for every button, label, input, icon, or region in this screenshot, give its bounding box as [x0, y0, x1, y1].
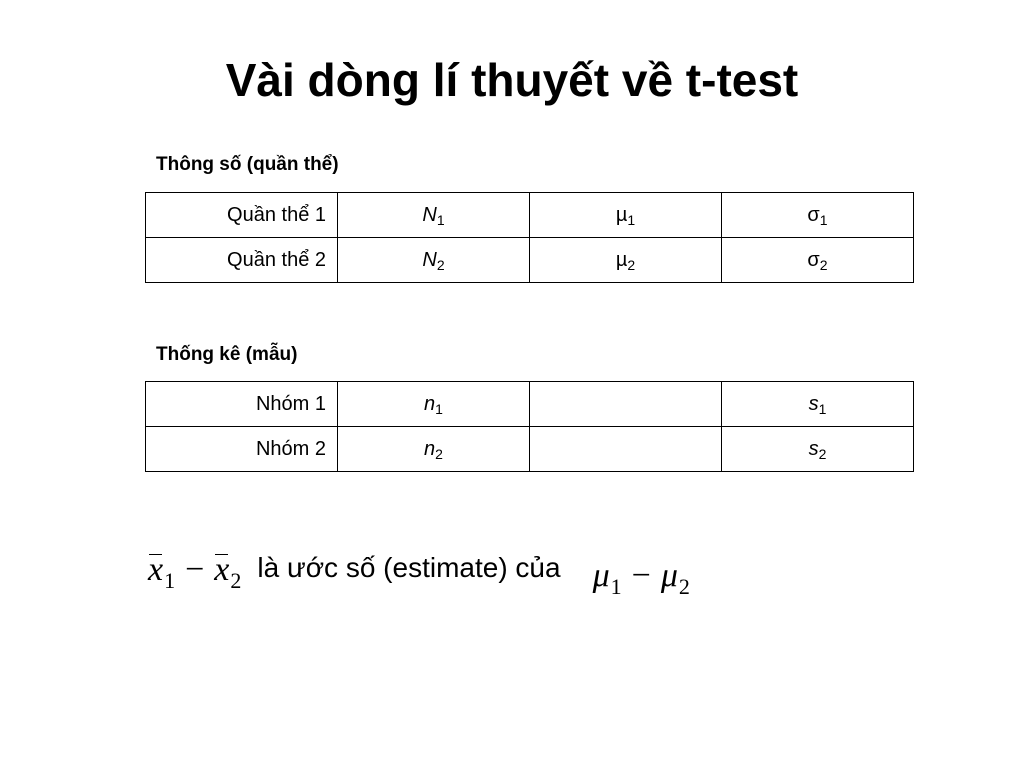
- x2-subscript: 2: [230, 568, 242, 593]
- empty-cell: [530, 382, 722, 427]
- sd-cell: [722, 193, 914, 238]
- mu2-subscript: 2: [678, 574, 690, 599]
- size-cell: [338, 382, 530, 427]
- sd-subscript: 2: [818, 445, 827, 462]
- mu-symbol: μ: [660, 557, 678, 594]
- population-mean-difference: [592, 557, 690, 599]
- row-name-cell: [146, 382, 338, 427]
- sd-symbol: σ: [807, 203, 820, 226]
- size-subscript: 1: [436, 211, 445, 228]
- mean-symbol: µ: [615, 203, 628, 226]
- mu1-subscript: 1: [610, 574, 622, 599]
- size-subscript: 2: [435, 445, 443, 462]
- row-name: Nhóm 1: [255, 392, 326, 415]
- size-symbol: N: [422, 203, 437, 226]
- sd-subscript: 1: [818, 400, 827, 417]
- size-subscript: 2: [436, 256, 445, 273]
- row-name: Quần thể 2: [227, 248, 326, 271]
- minus-sign: −: [185, 551, 205, 588]
- sd-cell: [722, 238, 914, 283]
- estimate-statement: [148, 540, 690, 600]
- mean-subscript: 2: [627, 256, 636, 273]
- population-parameters-table: [145, 192, 914, 283]
- size-subscript: 1: [435, 400, 443, 417]
- sd-symbol: s: [808, 392, 819, 415]
- mean-cell: [530, 193, 722, 238]
- row-name-cell: [146, 238, 338, 283]
- size-cell: [338, 238, 530, 283]
- x-bar-1: [148, 551, 163, 589]
- sd-symbol: s: [808, 437, 819, 460]
- size-symbol: n: [424, 437, 436, 460]
- mean-symbol: µ: [615, 248, 628, 271]
- sd-cell: [722, 427, 914, 472]
- x-symbol: x: [148, 551, 164, 588]
- row-name-cell: [146, 427, 338, 472]
- table-row: [146, 238, 914, 283]
- table-row: [146, 427, 914, 472]
- sd-cell: [722, 382, 914, 427]
- row-name: Quần thể 1: [227, 203, 326, 226]
- mean-subscript: 1: [627, 211, 636, 228]
- mean-cell: [530, 238, 722, 283]
- x1-subscript: 1: [164, 568, 176, 593]
- slide-title: Vài dòng lí thuyết về t-test: [225, 54, 799, 106]
- sd-subscript: 2: [819, 256, 828, 273]
- table-row: [146, 193, 914, 238]
- sample-statistics-table: [145, 381, 914, 472]
- size-symbol: n: [424, 392, 436, 415]
- empty-cell: [530, 427, 722, 472]
- sample-statistics-label: Thống kê (mẫu): [156, 344, 298, 365]
- minus-sign: −: [631, 557, 651, 594]
- table-row: [146, 382, 914, 427]
- x-bar-2: [214, 551, 229, 589]
- estimate-phrase: là ước số (estimate) của: [257, 552, 561, 583]
- mu-symbol: μ: [592, 557, 610, 594]
- size-cell: [338, 193, 530, 238]
- population-parameters-label: Thông số (quần thể): [156, 154, 339, 175]
- sd-subscript: 1: [819, 211, 828, 228]
- sd-symbol: σ: [807, 248, 820, 271]
- x-symbol: x: [214, 551, 230, 588]
- size-symbol: N: [422, 248, 437, 271]
- sample-mean-difference: [148, 551, 242, 593]
- row-name: Nhóm 2: [255, 437, 326, 460]
- size-cell: [338, 427, 530, 472]
- row-name-cell: [146, 193, 338, 238]
